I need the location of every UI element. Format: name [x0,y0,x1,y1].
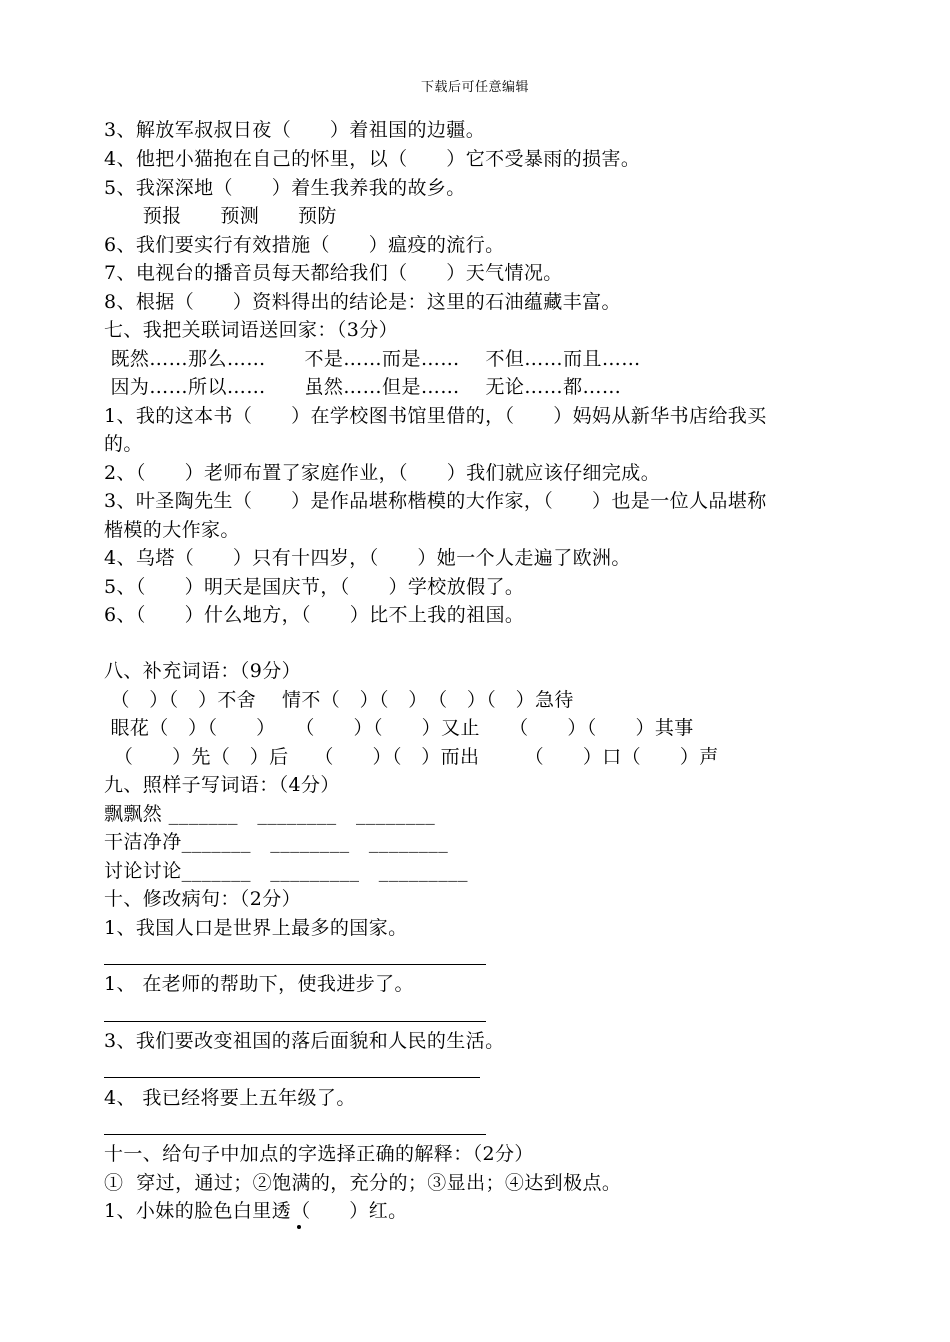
q10-item-4: 4、 我已经将要上五年级了。 [104,1087,356,1109]
q10-item-3: 3、我们要改变祖国的落后面貌和人民的生活。 [104,1030,505,1052]
q6-item-5: 5、我深深地（ ）着生我养我的故乡。 [104,177,466,199]
q6-item-7: 7、电视台的播音员每天都给我们（ ）天气情况。 [104,262,563,284]
q6-word-bank-2: 预报 预测 预防 [104,205,337,227]
q6-item-3: 3、解放军叔叔日夜（ ）着祖国的边疆。 [104,119,486,141]
q7-item-4: 4、乌塔（ ）只有十四岁，（ ）她一个人走遍了欧洲。 [104,547,631,569]
q11-item-1: 1、小妹的脸色白里透（ ）红。 [104,1200,408,1222]
q6-item-8: 8、根据（ ）资料得出的结论是：这里的石油蕴藏丰富。 [104,291,621,313]
q7-item-3-cont: 楷模的大作家。 [104,519,240,541]
q7-item-2: 2、（ ）老师布置了家庭作业，（ ）我们就应该仔细完成。 [104,462,661,484]
section-8-heading: 八、补充词语：（9分） [104,660,301,682]
q9-row-1: 飘飘然 _______ ________ ________ [104,803,436,825]
q7-item-3: 3、叶圣陶先生（ ）是作品堪称楷模的大作家，（ ）也是一位人品堪称 [104,490,767,512]
q8-row-1: （ ）（ ）不舍 情不（ ）（ ） （ ）（ ）急待 [104,689,574,711]
q7-item-5: 5、（ ）明天是国庆节，（ ）学校放假了。 [104,576,525,598]
q9-row-3: 讨论讨论_______ _________ _________ [104,860,468,882]
q7-item-1: 1、我的这本书（ ）在学校图书馆里借的，（ ）妈妈从新华书店给我买 [104,405,767,427]
section-11-heading: 十一、给句子中加点的字选择正确的解释：（2分） [104,1143,534,1165]
q7-word-bank-row-2: 因为……所以…… 虽然……但是…… 无论……都…… [104,376,622,398]
q9-row-2: 干洁净净_______ ________ ________ [104,831,449,853]
q10-item-1: 1、我国人口是世界上最多的国家。 [104,917,408,939]
emphasis-dot [297,1225,301,1229]
q10-answer-line-3[interactable] [104,1077,480,1078]
section-10-heading: 十、修改病句：（2分） [104,888,301,910]
q10-answer-line-2[interactable] [104,1021,486,1022]
q7-item-1-cont: 的。 [104,433,143,455]
q8-row-3: （ ）先（ ）后 （ ）（ ）而出 （ ）口（ ）声 [104,746,719,768]
q10-answer-line-4[interactable] [104,1134,486,1135]
q10-item-2: 1、 在老师的帮助下，使我进步了。 [104,973,414,995]
section-9-heading: 九、照样子写词语：（4分） [104,774,340,796]
section-7-heading: 七、我把关联词语送回家：（3分） [104,319,398,341]
q10-answer-line-1[interactable] [104,964,486,965]
q7-word-bank-row-1: 既然……那么…… 不是……而是…… 不但……而且…… [104,348,641,370]
q6-item-6: 6、我们要实行有效措施（ ）瘟疫的流行。 [104,234,505,256]
q11-definitions: ① 穿过，通过；②饱满的，充分的；③显出；④达到极点。 [104,1172,622,1194]
page-header: 下载后可任意编辑 [420,80,529,95]
q6-item-4: 4、他把小猫抱在自己的怀里，以（ ）它不受暴雨的损害。 [104,148,641,170]
q8-row-2: 眼花（ ）（ ） （ ）（ ）又止 （ ）（ ）其事 [104,717,694,739]
q7-item-6: 6、（ ）什么地方，（ ）比不上我的祖国。 [104,604,525,626]
